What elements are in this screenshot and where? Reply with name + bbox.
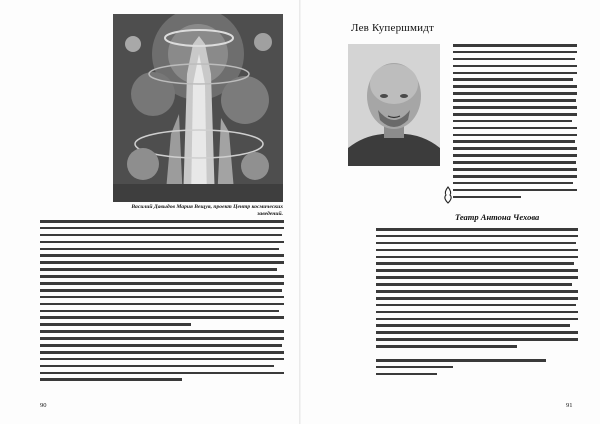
section-title: Театр Антона Чехова: [455, 212, 540, 222]
body-text-right: [376, 228, 578, 396]
artwork-caption: Василий Давыдов Мария Вещуя, проект Центр космических заведений.: [131, 204, 283, 217]
author-name: Лев Купершмидт: [351, 22, 435, 34]
ornament-mark: [441, 186, 455, 204]
page-number-left: 90: [40, 402, 47, 409]
body-text-left: [40, 220, 284, 392]
artwork-illustration: [113, 14, 283, 202]
author-portrait: [348, 44, 440, 166]
page-gutter: [299, 0, 301, 424]
biography-text: [453, 44, 577, 204]
page-number-right: 91: [566, 402, 573, 409]
